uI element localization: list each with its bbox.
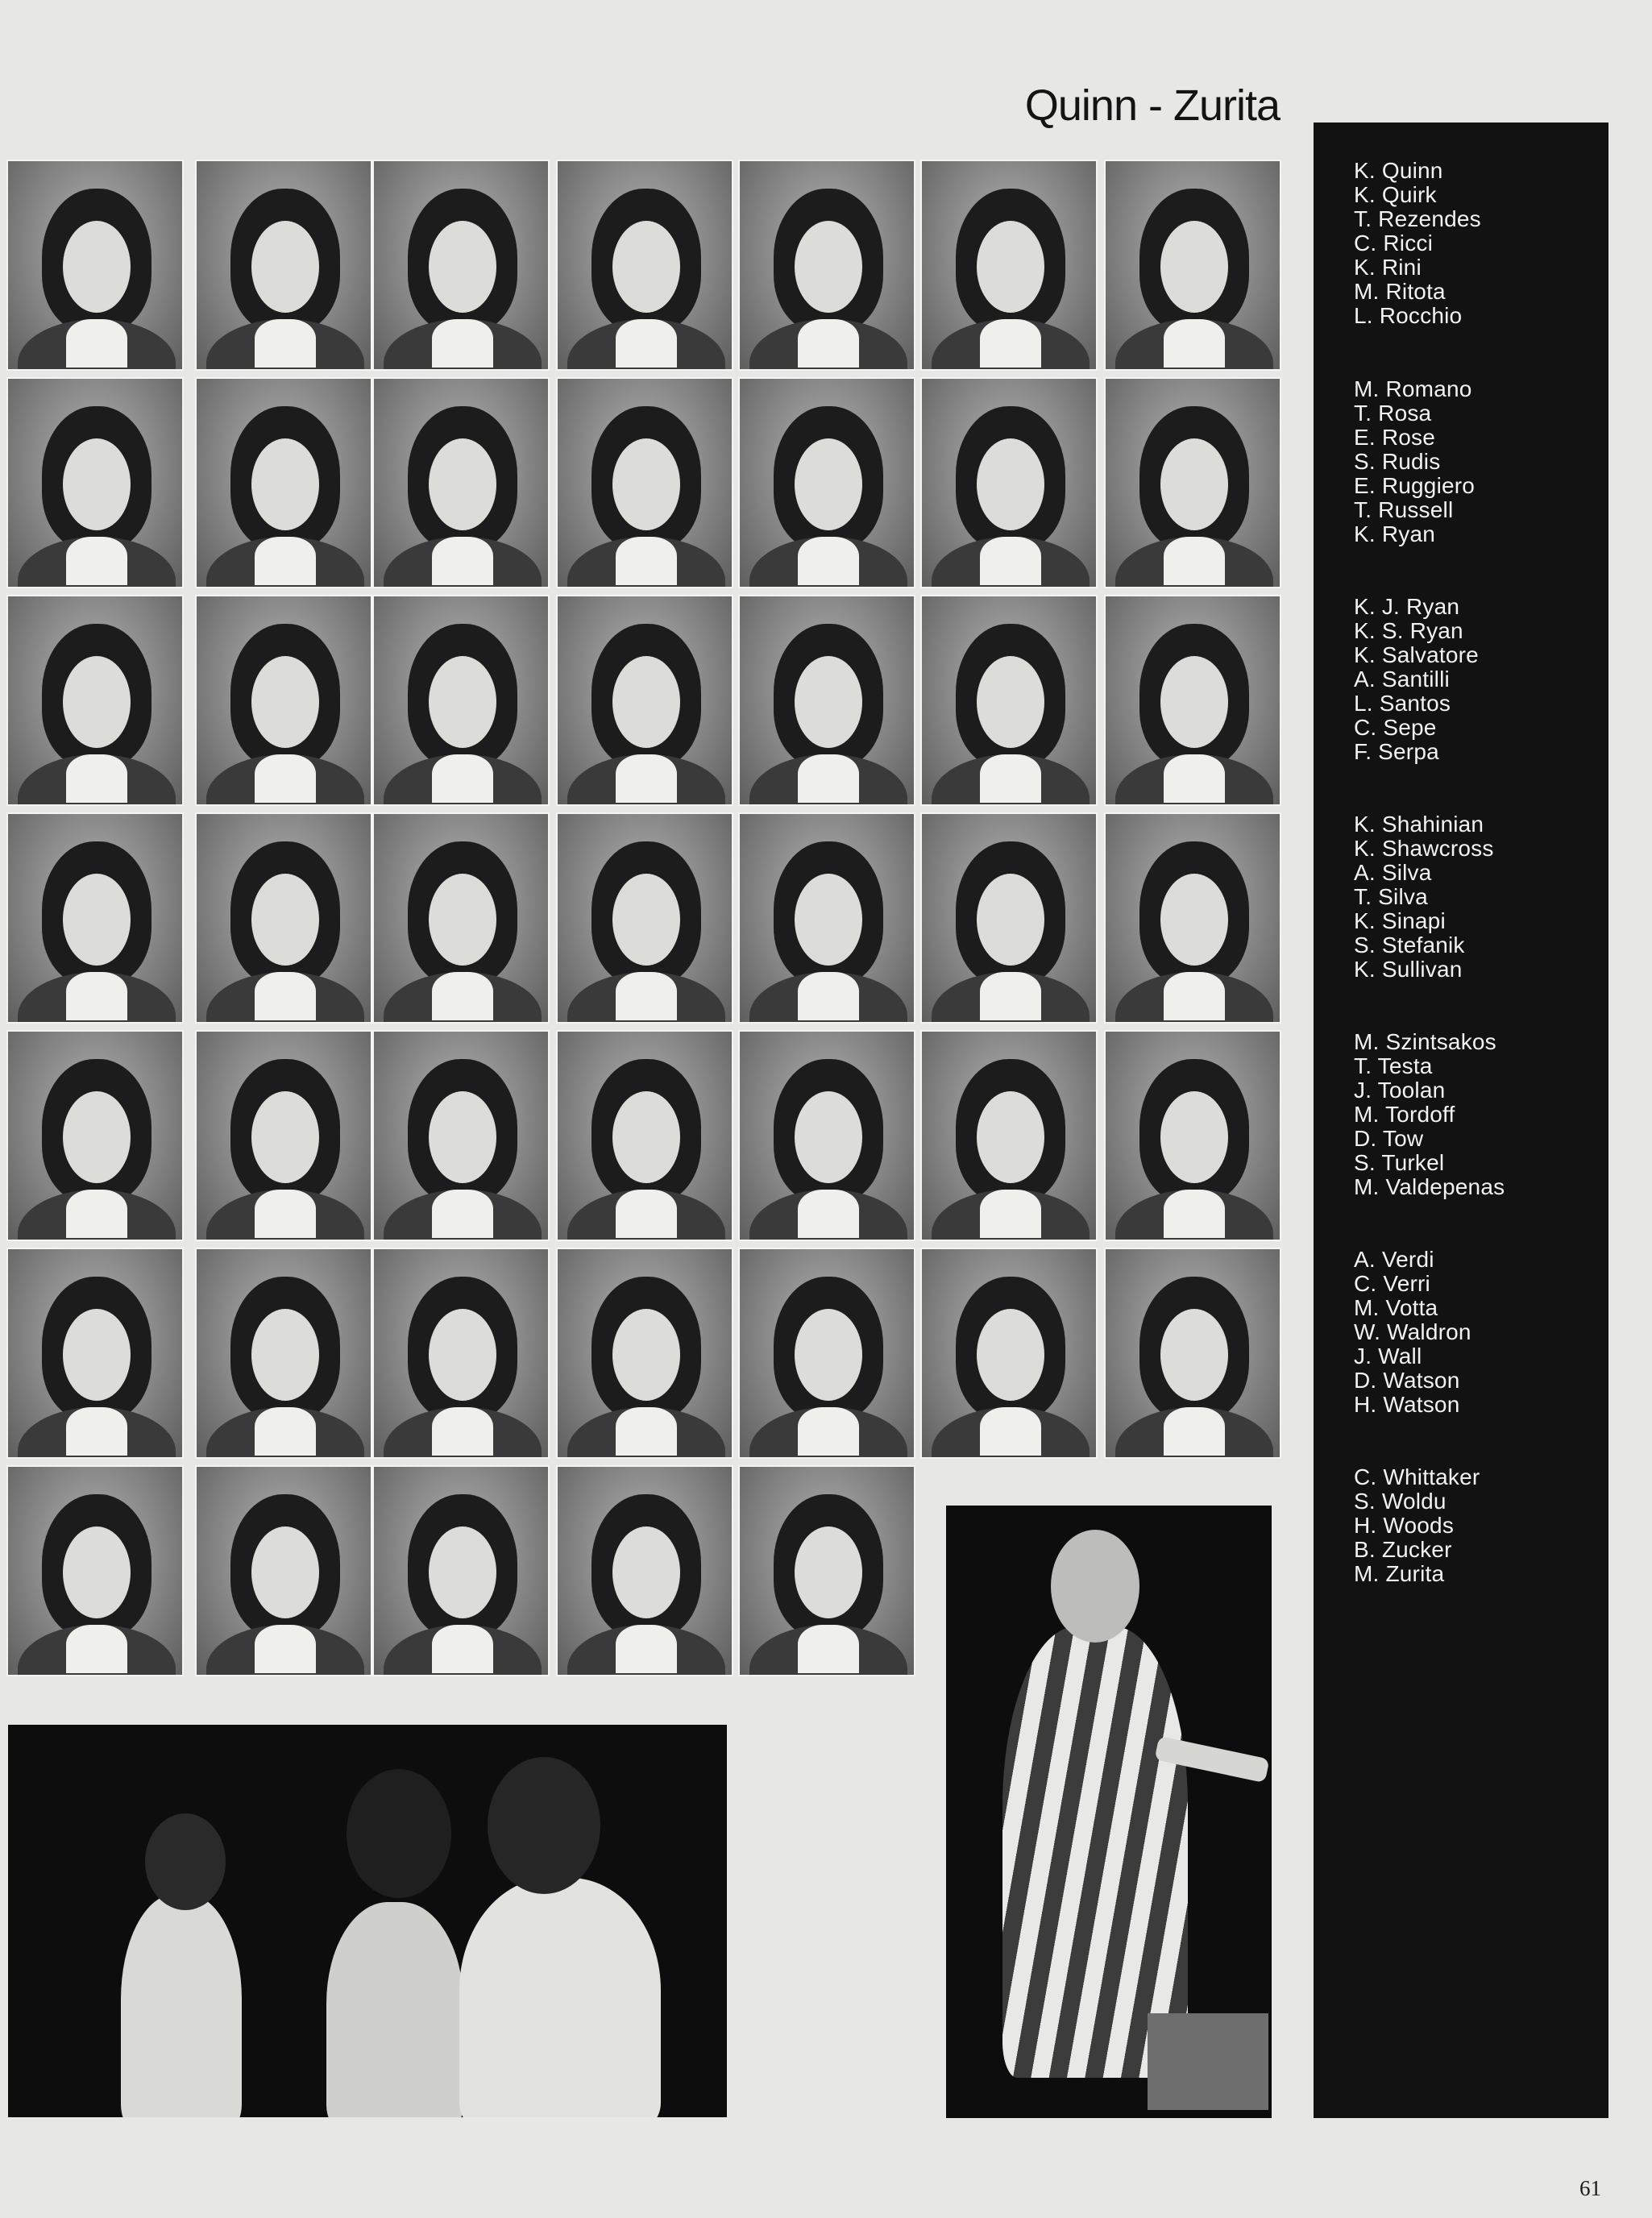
student-portrait xyxy=(6,1465,184,1676)
student-name: E. Ruggiero xyxy=(1354,473,1476,498)
page-title: Quinn - Zurita xyxy=(1024,81,1280,130)
student-name: A. Silva xyxy=(1354,860,1432,885)
student-portrait xyxy=(920,812,1098,1024)
student-name: F. Serpa xyxy=(1354,739,1439,764)
page-number: 61 xyxy=(1579,2176,1601,2200)
student-portrait xyxy=(372,1248,550,1459)
student-portrait xyxy=(738,1465,915,1676)
student-portrait xyxy=(1104,160,1281,371)
student-portrait xyxy=(738,812,915,1024)
student-name: K. Sinapi xyxy=(1354,908,1446,933)
student-portrait xyxy=(6,160,184,371)
student-name: A. Verdi xyxy=(1354,1247,1434,1272)
student-name: C. Whittaker xyxy=(1354,1464,1480,1489)
student-portrait xyxy=(6,812,184,1024)
student-portrait xyxy=(372,1030,550,1241)
student-portrait xyxy=(1104,1248,1281,1459)
student-name: K. Rini xyxy=(1354,255,1422,280)
student-name: M. Szintsakos xyxy=(1354,1029,1496,1054)
student-name: W. Waldron xyxy=(1354,1319,1471,1344)
student-name: S. Turkel xyxy=(1354,1150,1445,1175)
name-group xyxy=(1354,1248,1604,1417)
portrait-grid xyxy=(6,160,1276,1684)
student-portrait xyxy=(372,812,550,1024)
name-group xyxy=(1354,159,1604,328)
student-portrait xyxy=(738,1248,915,1459)
student-name: B. Zucker xyxy=(1354,1537,1452,1562)
student-name: H. Watson xyxy=(1354,1392,1460,1417)
student-portrait xyxy=(556,377,733,588)
student-name: T. Testa xyxy=(1354,1053,1433,1078)
student-portrait xyxy=(1104,1030,1281,1241)
student-portrait xyxy=(195,595,372,806)
candid-photo-stage-scene xyxy=(8,1725,727,2117)
names-panel xyxy=(1314,123,1608,2118)
student-name: D. Tow xyxy=(1354,1126,1424,1151)
student-name: K. Salvatore xyxy=(1354,642,1479,667)
student-name: K. Shahinian xyxy=(1354,812,1484,837)
student-name: M. Valdepenas xyxy=(1354,1174,1505,1199)
student-portrait xyxy=(195,1465,372,1676)
student-name: A. Santilli xyxy=(1354,667,1450,692)
student-portrait xyxy=(6,1248,184,1459)
student-portrait xyxy=(556,1465,733,1676)
candid-photo-striped-dress xyxy=(946,1506,1272,2118)
student-name: K. Ryan xyxy=(1354,521,1435,546)
student-name: K. J. Ryan xyxy=(1354,594,1460,619)
student-portrait xyxy=(1104,595,1281,806)
student-name: D. Watson xyxy=(1354,1368,1460,1393)
student-name: T. Rosa xyxy=(1354,401,1432,426)
student-portrait xyxy=(738,377,915,588)
student-name: K. S. Ryan xyxy=(1354,618,1463,643)
student-name: C. Verri xyxy=(1354,1271,1430,1296)
student-portrait xyxy=(920,1248,1098,1459)
student-portrait xyxy=(1104,377,1281,588)
student-portrait xyxy=(372,1465,550,1676)
student-name: K. Shawcross xyxy=(1354,836,1494,861)
student-portrait xyxy=(556,812,733,1024)
student-portrait xyxy=(195,1030,372,1241)
student-portrait xyxy=(372,377,550,588)
student-name: M. Tordoff xyxy=(1354,1102,1455,1127)
student-name: T. Silva xyxy=(1354,884,1428,909)
student-name: M. Romano xyxy=(1354,376,1472,401)
student-portrait xyxy=(6,595,184,806)
student-portrait xyxy=(195,812,372,1024)
student-portrait xyxy=(372,595,550,806)
student-portrait xyxy=(6,377,184,588)
student-name: T. Russell xyxy=(1354,497,1454,522)
student-portrait xyxy=(556,1030,733,1241)
student-portrait xyxy=(738,160,915,371)
student-name: L. Santos xyxy=(1354,691,1451,716)
student-portrait xyxy=(6,1030,184,1241)
student-name: L. Rocchio xyxy=(1354,303,1463,328)
student-name: T. Rezendes xyxy=(1354,206,1481,231)
student-portrait xyxy=(556,595,733,806)
student-name: S. Stefanik xyxy=(1354,932,1465,957)
student-name: K. Sullivan xyxy=(1354,957,1463,982)
name-group xyxy=(1354,377,1604,546)
student-portrait xyxy=(195,1248,372,1459)
student-name: M. Ritota xyxy=(1354,279,1446,304)
student-portrait xyxy=(738,1030,915,1241)
name-group xyxy=(1354,812,1604,982)
student-name: H. Woods xyxy=(1354,1513,1455,1538)
student-portrait xyxy=(920,377,1098,588)
student-name: S. Rudis xyxy=(1354,449,1441,474)
student-name: K. Quinn xyxy=(1354,158,1443,183)
student-name: E. Rose xyxy=(1354,425,1435,450)
student-name: J. Toolan xyxy=(1354,1078,1446,1103)
student-name: C. Ricci xyxy=(1354,231,1434,255)
name-group xyxy=(1354,1030,1604,1199)
student-portrait xyxy=(920,595,1098,806)
student-name: M. Votta xyxy=(1354,1295,1438,1320)
student-portrait xyxy=(372,160,550,371)
student-name: J. Wall xyxy=(1354,1344,1422,1369)
student-name: K. Quirk xyxy=(1354,182,1437,207)
name-group xyxy=(1354,595,1604,764)
student-portrait xyxy=(556,1248,733,1459)
student-portrait xyxy=(738,595,915,806)
student-name: M. Zurita xyxy=(1354,1561,1445,1586)
name-group xyxy=(1354,1465,1604,1586)
student-portrait xyxy=(920,160,1098,371)
student-portrait xyxy=(1104,812,1281,1024)
student-portrait xyxy=(920,1030,1098,1241)
student-portrait xyxy=(556,160,733,371)
student-portrait xyxy=(195,377,372,588)
student-portrait xyxy=(195,160,372,371)
student-name: C. Sepe xyxy=(1354,715,1437,740)
student-name: S. Woldu xyxy=(1354,1489,1447,1514)
